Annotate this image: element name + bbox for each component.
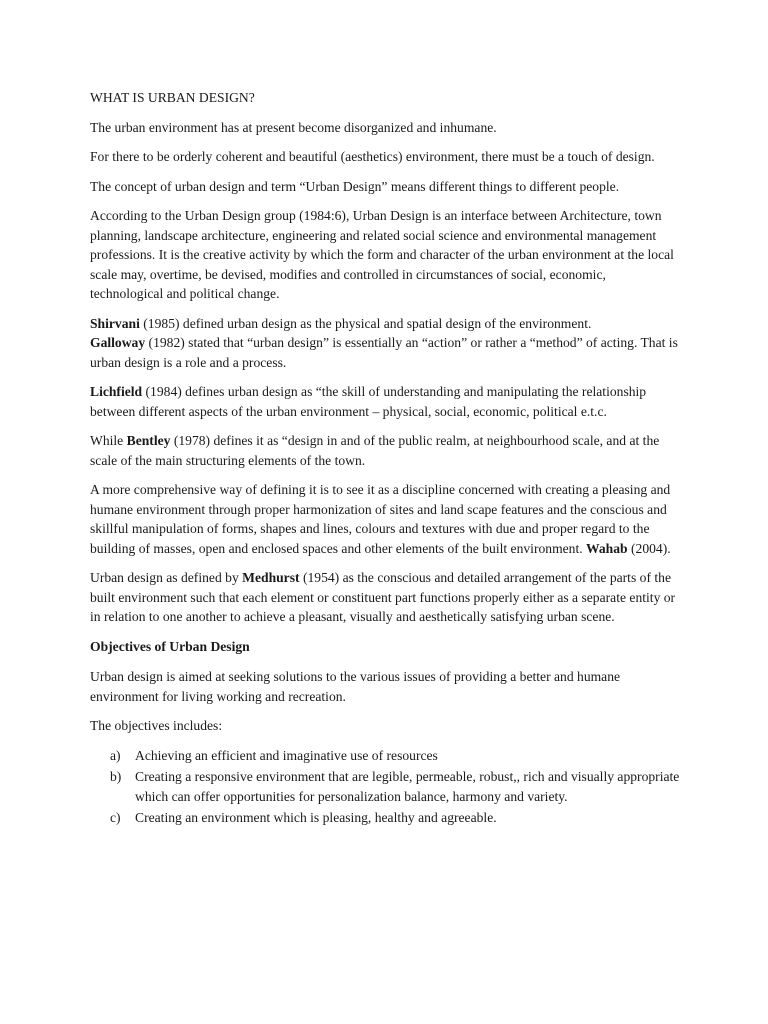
list-item-text: Creating an environment which is pleasing, healthy and agreeable. [135,810,497,825]
paragraph-aim: Urban design is aimed at seeking solutions to the various issues of providing a better and humane environment for living working and recreation. [90,669,621,704]
author-bentley: Bentley [126,433,171,448]
author-lichfield: Lichfield [90,384,143,399]
list-item-text: Creating a responsive environment that are legible, permeable, robust,, rich and visually appropriate which can offer opportunities for personalization balance, harmony and variety. [135,769,680,804]
bentley-prefix: While [90,433,127,448]
list-marker: b) [110,769,122,784]
wahab-definition: A more comprehensive way of defining it is to see it as a discipline concerned with creating a pleasing and humane environment through proper harmonization of sites and land scape features and the conscious and skillful manipulation of forms, shapes and lines, colours and textures with due and proper regard to the building of masses, open and enclosed spaces and other elements of the built environment. [90,482,671,556]
list-item [90,767,682,806]
objectives-heading: Objectives of Urban Design [90,638,250,654]
list-marker: c) [110,810,121,825]
medhurst-prefix: Urban design as defined by [90,570,243,585]
paragraph-shirvani-galloway [90,314,682,373]
shirvani-definition: (1985) defined urban design as the physical and spatial design of the environment. [139,315,592,331]
objectives-list [90,746,682,828]
list-item-text: Achieving an efficient and imaginative use of resources [135,747,438,763]
objectives-intro: The objectives includes: [90,718,223,733]
list-item [90,808,682,828]
bentley-definition: (1978) defines it as “design in and of the public realm, at neighbourhood scale, and at the scale of the main structuring elements of the town. [90,433,660,468]
list-item [90,746,682,766]
list-marker: a) [110,747,121,763]
paragraph-medhurst [90,568,682,627]
author-wahab: Wahab [586,540,628,556]
paragraph-disorganized: The urban environment has at present become disorganized and inhumane. [90,119,497,135]
medhurst-definition: (1954) as the conscious and detailed arrangement of the parts of the built environment such that each element or constituent part functions properly either as a separate entity or in relation to one another to achieve a pleasant, visually and aesthetically satisfying urban scene. [90,570,676,624]
galloway-definition: (1982) stated that “urban design” is essentially an “action” or rather a “method” of acting. That is urban design is a role and a process. [90,335,678,370]
document-page [90,88,682,830]
author-galloway: Galloway [90,335,146,350]
lichfield-definition: (1984) defines urban design as “the skill of understanding and manipulating the relationship between different aspects of the urban environment – physical, social, economic, political e.t.c. [90,384,647,419]
paragraph-wahab [90,480,682,558]
author-shirvani: Shirvani [90,315,140,331]
paragraph-lichfield [90,382,682,421]
document-title: WHAT IS URBAN DESIGN? [90,90,255,105]
paragraph-orderly: For there to be orderly coherent and beautiful (aesthetics) environment, there must be a touch of design. [90,149,655,164]
wahab-year: (2004). [627,540,671,556]
author-medhurst: Medhurst [242,570,300,585]
paragraph-urban-design-group: According to the Urban Design group (1984:6), Urban Design is an interface between Architecture, town planning, landscape architecture, engineering and related social science and environmental management professions. It is the creative activity by which the form and character of the urban environment at the local scale may, overtime, be devised, modifies and controlled in circumstances of social, economic, technological and political change. [90,208,674,301]
paragraph-bentley [90,431,682,470]
paragraph-concept: The concept of urban design and term “Urban Design” means different things to different people. [90,178,620,194]
